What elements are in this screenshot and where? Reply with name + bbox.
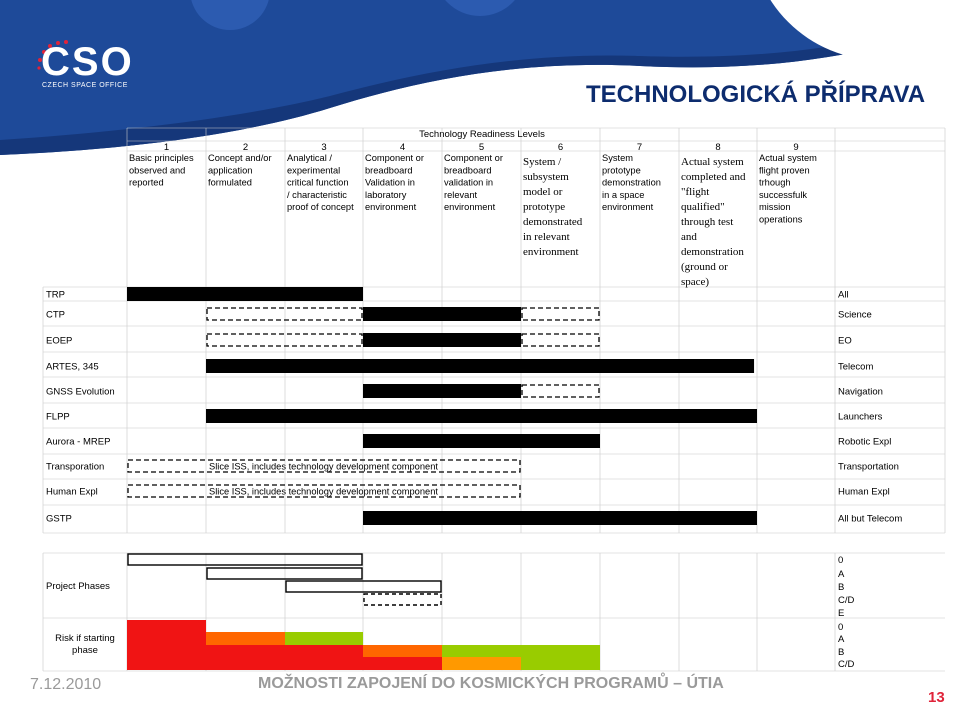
phase-name-2: A bbox=[838, 569, 845, 580]
programme-name-1: TRP bbox=[46, 289, 65, 301]
risk-cell-3-2 bbox=[363, 645, 442, 657]
trl-desc-9-line-3: trhough bbox=[759, 177, 791, 188]
programme-domain-4: Telecom bbox=[838, 361, 874, 373]
trl-desc-5-line-4: relevant bbox=[444, 189, 478, 200]
trl-desc-4-line-3: Validation in bbox=[365, 177, 415, 188]
trl-desc-5-line-1: Component or bbox=[444, 153, 503, 163]
trl-number-9: 9 bbox=[793, 142, 799, 153]
trl-number-1: 1 bbox=[163, 142, 170, 153]
risk-cell-2-3 bbox=[285, 632, 363, 645]
trl-desc-9-line-1: Actual system bbox=[759, 153, 817, 163]
risk-cell-4-3 bbox=[521, 657, 600, 670]
trl-level-headers bbox=[129, 142, 817, 288]
programme-bar-3-1 bbox=[207, 334, 362, 346]
programme-name-5: GNSS Evolution bbox=[46, 386, 115, 398]
risk-phase-name-4: C/D bbox=[838, 659, 855, 670]
programme-bar-1-1 bbox=[127, 287, 363, 301]
trl-desc-2-line-3: formulated bbox=[208, 177, 252, 188]
programme-rows bbox=[46, 287, 902, 525]
risk-cell-2-2 bbox=[206, 632, 285, 645]
trl-desc-8-line-7: demonstration bbox=[681, 246, 744, 258]
programme-name-3: EOEP bbox=[46, 335, 73, 347]
trl-desc-3-line-5: proof of concept bbox=[287, 202, 354, 213]
risk-matrix bbox=[55, 620, 854, 670]
trl-desc-9-line-5: mission bbox=[759, 202, 791, 213]
programme-domain-8: Transportation bbox=[838, 461, 899, 473]
risk-cell-3-1 bbox=[127, 645, 363, 657]
trl-desc-7-line-5: environment bbox=[602, 202, 654, 213]
programme-note-8: Slice ISS, includes technology development component bbox=[209, 461, 438, 472]
trl-desc-4-line-2: breadboard bbox=[365, 165, 413, 176]
trl-desc-3-line-1: Analytical / bbox=[287, 153, 332, 163]
programme-domain-6: Launchers bbox=[838, 411, 883, 423]
programme-bar-2-2 bbox=[363, 307, 521, 321]
programme-domain-1: All bbox=[838, 289, 849, 301]
programme-domain-10: All but Telecom bbox=[838, 513, 903, 525]
phase-name-1: 0 bbox=[838, 555, 844, 566]
trl-number-5: 5 bbox=[478, 142, 485, 153]
programme-bar-3-2 bbox=[363, 333, 521, 347]
phase-name-4: C/D bbox=[838, 595, 855, 606]
trl-desc-5-line-3: validation in bbox=[444, 177, 494, 188]
trl-desc-3-line-3: critical function bbox=[287, 177, 349, 188]
programme-bar-3-3 bbox=[522, 334, 599, 346]
trl-desc-8-line-1: Actual system bbox=[681, 156, 744, 168]
trl-desc-8-line-9: space) bbox=[681, 276, 710, 288]
trl-desc-4-line-5: environment bbox=[365, 202, 417, 213]
trl-desc-9-line-6: operations bbox=[759, 214, 803, 225]
programme-bar-7-1 bbox=[363, 434, 600, 448]
programme-bar-2-3 bbox=[522, 308, 599, 320]
trl-desc-6-line-5: demonstrated bbox=[523, 216, 583, 228]
slide-date: 7.12.2010 bbox=[30, 676, 102, 693]
trl-desc-7-line-3: demonstration bbox=[602, 177, 661, 188]
trl-number-3: 3 bbox=[321, 142, 327, 153]
trl-desc-6-line-2: subsystem bbox=[523, 171, 569, 183]
trl-desc-5-line-2: breadboard bbox=[444, 165, 492, 176]
risk-phase-name-2: A bbox=[838, 634, 845, 645]
programme-note-9: Slice ISS, includes technology development component bbox=[209, 486, 438, 497]
trl-desc-7-line-4: in a space bbox=[602, 189, 645, 200]
programme-bar-10-1 bbox=[363, 511, 757, 525]
risk-cell-4-2 bbox=[442, 657, 521, 670]
logo-text: CSO bbox=[41, 40, 134, 84]
trl-desc-9-line-2: flight proven bbox=[759, 165, 810, 176]
programme-bar-2-1 bbox=[207, 308, 362, 320]
page-number: 13 bbox=[928, 689, 945, 706]
trl-desc-9-line-4: successfulk bbox=[759, 189, 808, 200]
programme-domain-3: EO bbox=[838, 335, 852, 347]
phase-bar-4 bbox=[364, 594, 441, 605]
trl-desc-8-line-5: through test bbox=[681, 216, 734, 228]
trl-number-6: 6 bbox=[557, 142, 564, 153]
trl-desc-6-line-4: prototype bbox=[523, 201, 566, 213]
trl-desc-7-line-1: System bbox=[602, 153, 633, 163]
trl-desc-6-line-7: environment bbox=[523, 246, 579, 258]
trl-desc-2-line-2: application bbox=[208, 165, 253, 176]
programme-bar-5-2 bbox=[522, 385, 599, 397]
trl-desc-8-line-2: completed and bbox=[681, 171, 746, 183]
programme-bar-6-1 bbox=[206, 409, 757, 423]
risk-label-line-1: Risk if starting bbox=[55, 633, 115, 644]
programme-name-10: GSTP bbox=[46, 513, 72, 525]
risk-cell-3-3 bbox=[442, 645, 600, 657]
phase-name-5: E bbox=[838, 608, 845, 619]
logo-subtitle: CZECH SPACE OFFICE bbox=[42, 82, 128, 89]
programme-name-6: FLPP bbox=[46, 411, 70, 423]
trl-desc-3-line-2: experimental bbox=[287, 165, 341, 176]
risk-cell-4-1 bbox=[127, 657, 442, 670]
risk-phase-name-1: 0 bbox=[838, 622, 844, 633]
phase-bar-2 bbox=[207, 568, 362, 579]
trl-desc-7-line-2: prototype bbox=[602, 165, 641, 176]
programme-name-4: ARTES, 345 bbox=[46, 361, 99, 373]
programme-domain-5: Navigation bbox=[838, 386, 883, 398]
project-phases-label: Project Phases bbox=[46, 581, 110, 592]
trl-desc-8-line-3: "flight bbox=[681, 186, 710, 198]
programme-name-8: Transporation bbox=[46, 461, 105, 473]
phase-bar-3 bbox=[286, 581, 441, 592]
programme-name-2: CTP bbox=[46, 309, 65, 321]
trl-desc-1-line-3: reported bbox=[129, 177, 164, 188]
phase-bar-1 bbox=[128, 554, 362, 565]
trl-desc-2-line-1: Concept and/or bbox=[208, 153, 272, 163]
programme-domain-7: Robotic Expl bbox=[838, 436, 892, 448]
slide-title: TECHNOLOGICKÁ PŘÍPRAVA bbox=[586, 81, 926, 108]
programme-domain-2: Science bbox=[838, 309, 872, 321]
trl-desc-4-line-1: Component or bbox=[365, 153, 424, 163]
trl-number-7: 7 bbox=[636, 142, 643, 153]
risk-cell-2-1 bbox=[127, 632, 206, 645]
project-phases bbox=[46, 554, 855, 619]
trl-desc-6-line-6: in relevant bbox=[523, 231, 570, 243]
risk-cell-1-1 bbox=[127, 620, 206, 632]
risk-label-line-2: phase bbox=[72, 645, 98, 656]
trl-desc-3-line-4: / characteristic bbox=[287, 189, 347, 200]
trl-desc-5-line-5: environment bbox=[444, 202, 496, 213]
trl-desc-8-line-6: and bbox=[681, 231, 697, 243]
trl-desc-4-line-4: laboratory bbox=[365, 189, 407, 200]
trl-desc-1-line-2: observed and bbox=[129, 165, 186, 176]
programme-bar-5-1 bbox=[363, 384, 521, 398]
trl-desc-6-line-1: System / bbox=[523, 156, 562, 168]
trl-desc-8-line-4: qualified" bbox=[681, 201, 725, 213]
phase-name-3: B bbox=[838, 582, 845, 593]
trl-desc-8-line-8: (ground or bbox=[681, 261, 728, 273]
programme-domain-9: Human Expl bbox=[838, 486, 890, 498]
risk-phase-name-3: B bbox=[838, 647, 845, 658]
trl-number-8: 8 bbox=[715, 142, 721, 153]
programme-name-9: Human Expl bbox=[46, 486, 98, 498]
programme-bar-4-1 bbox=[206, 359, 754, 373]
trl-number-4: 4 bbox=[399, 142, 406, 153]
programme-name-7: Aurora - MREP bbox=[46, 436, 111, 448]
footer-title: MOŽNOSTI ZAPOJENÍ DO KOSMICKÝCH PROGRAMŮ – ÚTIA bbox=[258, 675, 724, 692]
trl-number-2: 2 bbox=[242, 142, 249, 153]
trl-desc-1-line-1: Basic principles bbox=[129, 153, 194, 163]
trl-desc-6-line-3: model or bbox=[523, 186, 563, 198]
chart-title: Technology Readiness Levels bbox=[419, 129, 545, 140]
